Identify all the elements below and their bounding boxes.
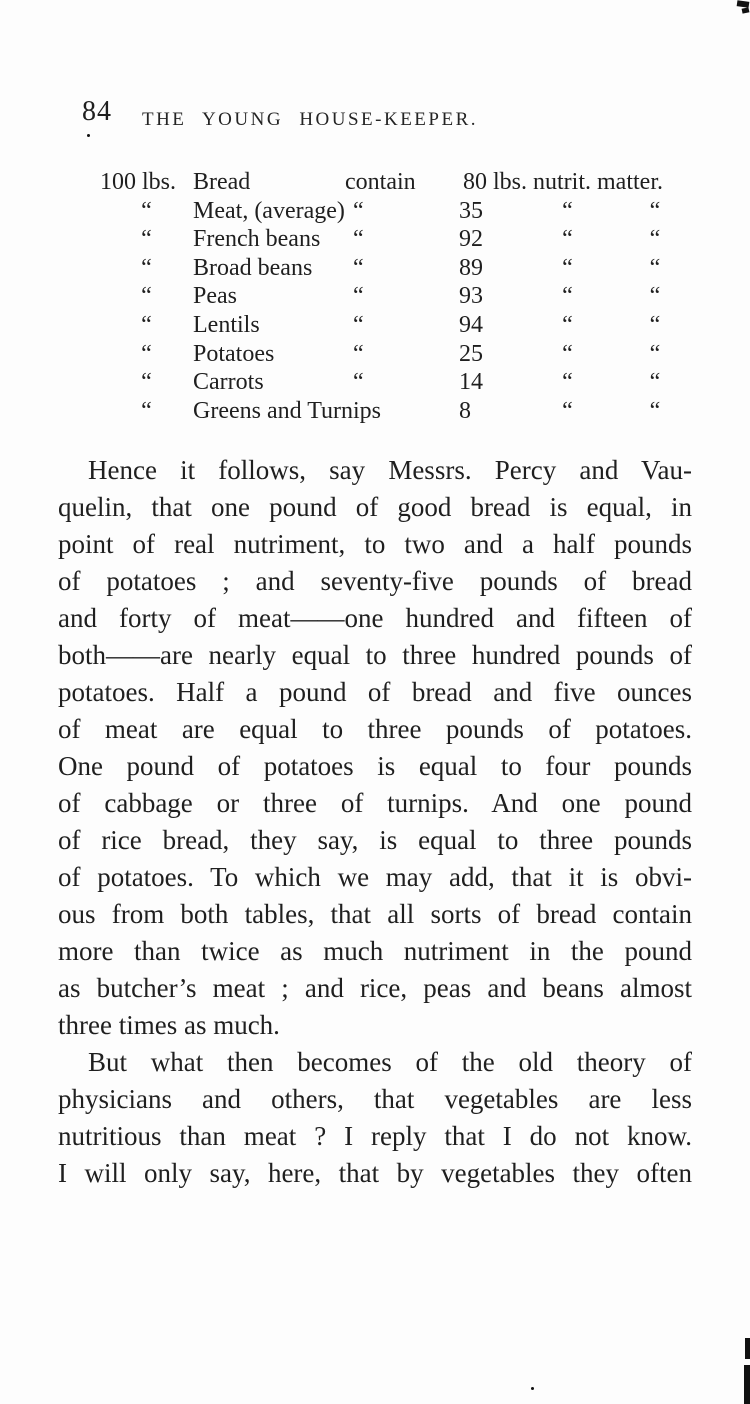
table-row — [100, 282, 710, 311]
table-cell-ditto-2: “ — [649, 369, 661, 396]
table-cell-ditto-1: “ — [562, 226, 573, 253]
table-cell-food: Peas — [193, 283, 237, 310]
body-text-line: three times as much. — [58, 1010, 280, 1040]
table-row — [100, 225, 710, 254]
table-cell-ditto-1: “ — [562, 397, 573, 424]
table-cell-value: 94 — [459, 311, 483, 338]
table-cell-contain: “ — [353, 340, 364, 367]
table-cell-ditto-1: “ — [562, 340, 573, 367]
table-cell-value: 93 — [459, 283, 483, 310]
ink-dot-bottom — [531, 1387, 534, 1390]
table-row — [100, 311, 710, 340]
body-text-line: One pound of potatoes is equal to four pounds — [58, 751, 692, 781]
table-cell-ditto-2: “ — [649, 226, 661, 253]
body-text-line: both——are nearly equal to three hundred pounds of — [58, 640, 692, 670]
table-cell-ditto-1 — [515, 168, 620, 197]
running-title: THE YOUNG HOUSE-KEEPER. — [141, 109, 479, 130]
table-cell-value: 35 — [459, 197, 483, 224]
table-cell-quantity: “ — [141, 369, 152, 396]
ink-speck-top-right-2 — [742, 7, 750, 13]
table-cell-value: 14 — [459, 369, 483, 396]
ink-dot-under-page-number — [87, 134, 90, 137]
table-cell-value: 89 — [459, 254, 483, 281]
body-text-line: more than twice as much nutriment in the pound — [58, 936, 692, 966]
nutrition-table — [100, 168, 710, 425]
body-text-line: of potatoes. To which we may add, that it is obvi- — [58, 862, 692, 892]
body-text-line: quelin, that one pound of good bread is equal, in — [58, 492, 692, 522]
body-text-line: of cabbage or three of turnips. And one pound — [58, 788, 692, 818]
table-cell-quantity: “ — [141, 254, 152, 281]
table-cell-food: Lentils — [193, 311, 260, 338]
table-row — [100, 397, 710, 426]
table-cell-value: 92 — [459, 226, 483, 253]
body-text-line: as butcher’s meat ; and rice, peas and beans almost — [58, 973, 692, 1003]
table-cell-ditto-1: “ — [562, 254, 573, 281]
table-cell-food: Bread — [193, 169, 251, 195]
table-row — [100, 168, 710, 197]
scan-edge-line-upper — [745, 1338, 750, 1359]
body-text-line: of potatoes ; and seventy-five pounds of bread — [58, 566, 692, 596]
table-cell-value: 8 — [459, 397, 471, 424]
body-text-line: ous from both tables, that all sorts of bread contain — [58, 899, 692, 929]
table-cell-food: Greens and Turnips — [193, 397, 382, 424]
table-cell-ditto-2: “ — [649, 197, 661, 224]
body-text-line: and forty of meat——one hundred and fifteen of — [58, 603, 692, 633]
table-row — [100, 368, 710, 397]
table-cell-contain: “ — [353, 197, 364, 224]
table-cell-ditto-2: “ — [649, 283, 661, 310]
table-cell-food: Meat, (average) — [193, 197, 345, 224]
table-cell-ditto-2: “ — [649, 311, 661, 338]
table-cell-ditto-1: “ — [562, 311, 573, 338]
table-cell-ditto-1: “ — [562, 369, 573, 396]
table-cell-ditto-2: “ — [649, 254, 661, 281]
table-cell-quantity: “ — [141, 197, 152, 224]
table-cell-quantity: 100 lbs. — [100, 169, 177, 195]
table-cell-contain: “ — [353, 254, 364, 281]
scan-edge-line-lower — [744, 1365, 750, 1404]
table-cell-ditto-2: “ — [649, 397, 661, 424]
table-cell-ditto-2: “ — [649, 340, 661, 367]
body-text-line: But what then becomes of the old theory of — [88, 1047, 692, 1077]
table-cell-contain — [345, 397, 455, 426]
table-row — [100, 254, 710, 283]
table-cell-ditto-1: “ — [562, 197, 573, 224]
table-cell-food: Potatoes — [193, 340, 275, 367]
table-row — [100, 197, 710, 226]
table-cell-contain: “ — [353, 311, 364, 338]
table-cell-quantity: “ — [141, 226, 152, 253]
body-text-line: physicians and others, that vegetables are less — [58, 1084, 692, 1114]
table-cell-contain: “ — [353, 369, 364, 396]
table-cell-quantity: “ — [141, 283, 152, 310]
table-row — [100, 340, 710, 369]
table-cell-ditto-1: “ — [562, 283, 573, 310]
table-cell-contain: “ — [353, 283, 364, 310]
table-cell-value: 80 lbs. nutrit. matter. — [463, 169, 663, 195]
table-cell-quantity: “ — [141, 340, 152, 367]
table-cell-food: French beans — [193, 226, 321, 253]
table-cell-quantity: “ — [141, 397, 152, 424]
table-cell-food: Carrots — [193, 369, 264, 396]
body-text-line: point of real nutriment, to two and a half pounds — [58, 529, 692, 559]
body-text-line: of rice bread, they say, is equal to three pounds — [58, 825, 692, 855]
table-cell-ditto-2 — [620, 168, 690, 197]
body-text — [58, 452, 692, 1192]
body-text-line: Hence it follows, say Messrs. Percy and Vau- — [88, 455, 692, 485]
table-cell-food: Broad beans — [193, 254, 313, 281]
table-cell-value: 25 — [459, 340, 483, 367]
body-text-line: nutritious than meat ? I reply that I do not know. — [58, 1121, 692, 1151]
table-cell-quantity: “ — [141, 311, 152, 338]
table-cell-contain: contain — [345, 169, 416, 195]
table-cell-contain: “ — [353, 226, 364, 253]
body-text-line: potatoes. Half a pound of bread and five ounces — [58, 677, 692, 707]
body-text-line: I will only say, here, that by vegetables they often — [58, 1158, 692, 1188]
body-text-line: of meat are equal to three pounds of potatoes. — [58, 714, 692, 744]
page-number: 84 — [82, 96, 112, 127]
